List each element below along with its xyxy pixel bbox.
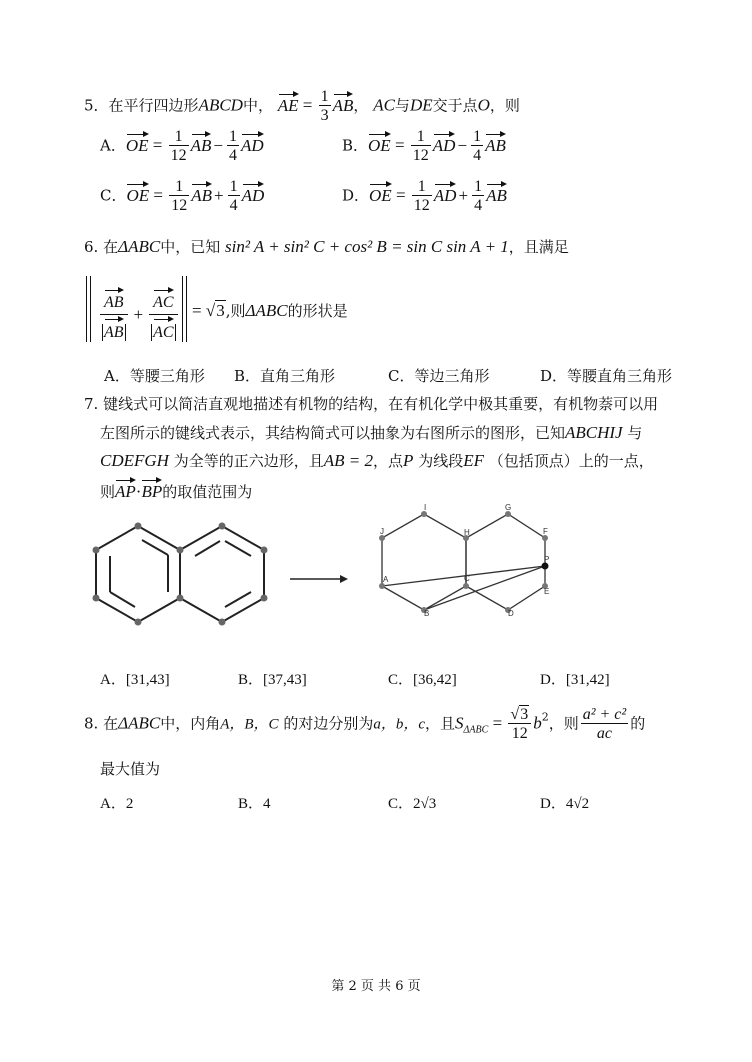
q5-number: 5． [84, 96, 109, 115]
q6-equation: sin² A + sin² C + cos² B = sin C sin A + 1 [225, 237, 509, 256]
q8-option-d: D．4√2 [540, 796, 590, 812]
q5-option-a: A．OE = $\frac{1}{12}$ AB − $\frac{1}{4}$ AD [100, 128, 264, 164]
unit-vector-AC: $\frac{AC}{AC}$ [149, 286, 177, 345]
label-B: B [424, 609, 430, 618]
vector-AE: AE [278, 90, 299, 116]
sqrt-3: √3 [205, 301, 225, 320]
label-H: H [464, 528, 470, 537]
vector-AP: AP [115, 476, 136, 502]
segment-BP [424, 566, 545, 610]
vector-AB: AB [333, 90, 354, 116]
label-I: I [424, 503, 427, 512]
label-A: A [383, 575, 389, 584]
q6-number: 6. [84, 238, 99, 256]
label-J: J [380, 527, 384, 536]
q5-option-d: D．OE = $\frac{1}{12}$ AD + $\frac{1}{4}$ AB [342, 178, 507, 214]
q7-option-d: D．[31,42] [540, 672, 610, 688]
unit-vector-AB: $\frac{AB}{AB}$ [100, 286, 128, 345]
label-F: F [543, 527, 548, 536]
label-D: D [508, 609, 514, 618]
q6-option-c: C．等边三角形 [388, 367, 490, 385]
abs-right-bar [182, 276, 183, 342]
label-G: G [505, 503, 512, 512]
abs-left-bar [86, 276, 87, 342]
right-ring [180, 526, 264, 622]
q7-line-3: CDEFGH 为全等的正六边形，且AB = 2，点P 为线段EF （包括顶点）上的一点， [100, 451, 654, 470]
q8-option-c: C．2√3 [388, 796, 437, 812]
label-C: C [464, 574, 470, 583]
q7-line-4: 则AP·BP的取值范围为 [100, 476, 252, 502]
q6-option-a: A．等腰三角形 [104, 367, 205, 385]
label-E: E [544, 587, 550, 596]
hexagon-CDEFGH [466, 514, 545, 610]
q5-option-c: C．OE = $\frac{1}{12}$ AB + $\frac{1}{4}$ AD [100, 178, 265, 214]
q8-stem: 8. 在ΔABC中，内角A，B，C 的对边分别为a，b，c，且$S_{\Delta ABC}$ = $\frac{√3}{12}$ $b^2$，则 $\frac{\text{a² + c²}}{ac}$ 的 [84, 706, 646, 742]
q7-option-b: B．[37,43] [238, 672, 307, 688]
q7-option-c: C．[36,42] [388, 672, 457, 688]
arrow-icon [290, 575, 348, 583]
q5-stem: 5．在平行四边形ABCD中， AE = $\frac{1}{3}$ AB， AC与DE交于点O，则 [84, 88, 520, 124]
fraction-one-third: $\frac{1}{3}$ [320, 88, 329, 124]
q6-option-b: B．直角三角形 [234, 367, 336, 385]
q8-option-b: B．4 [238, 796, 271, 812]
q7-option-a: A．[31,43] [100, 672, 170, 688]
fraction-ratio: $\frac{\text{a² + c²}}{ac}$ [582, 706, 627, 742]
q6-stem: 6. 在ΔABC中，已知 sin² A + sin² C + cos² B = sin C sin A + 1，且满足 [84, 237, 569, 256]
q5-option-b: B．OE = $\frac{1}{12}$ AD − $\frac{1}{4}$ AB [342, 128, 506, 164]
page-footer: 第 2 页 共 6 页 [331, 979, 421, 994]
vector-BP: BP [141, 476, 162, 502]
hexagon-ABCHIJ [382, 514, 466, 610]
label-P: P [544, 555, 550, 564]
q8-line-2: 最大值为 [100, 760, 161, 778]
abstracted-vertices [379, 511, 549, 613]
q8-option-a: A．2 [100, 796, 134, 812]
naphthalene-figures [0, 500, 752, 650]
q7-line-1: 7. 键线式可以简洁直观地描述有机物的结构，在有机化学中极其重要，有机物萘可以用 [84, 395, 659, 413]
naphthalene-skeletal-figure [96, 526, 264, 622]
fraction-sqrt3-over-12: $\frac{√3}{12}$ [508, 706, 531, 743]
q6-option-d: D．等腰直角三角形 [540, 367, 673, 385]
q7-line-2: 左图所示的键线式表示，其结构简式可以抽象为右图所示的图形，已知ABCHIJ 与 [100, 423, 643, 442]
